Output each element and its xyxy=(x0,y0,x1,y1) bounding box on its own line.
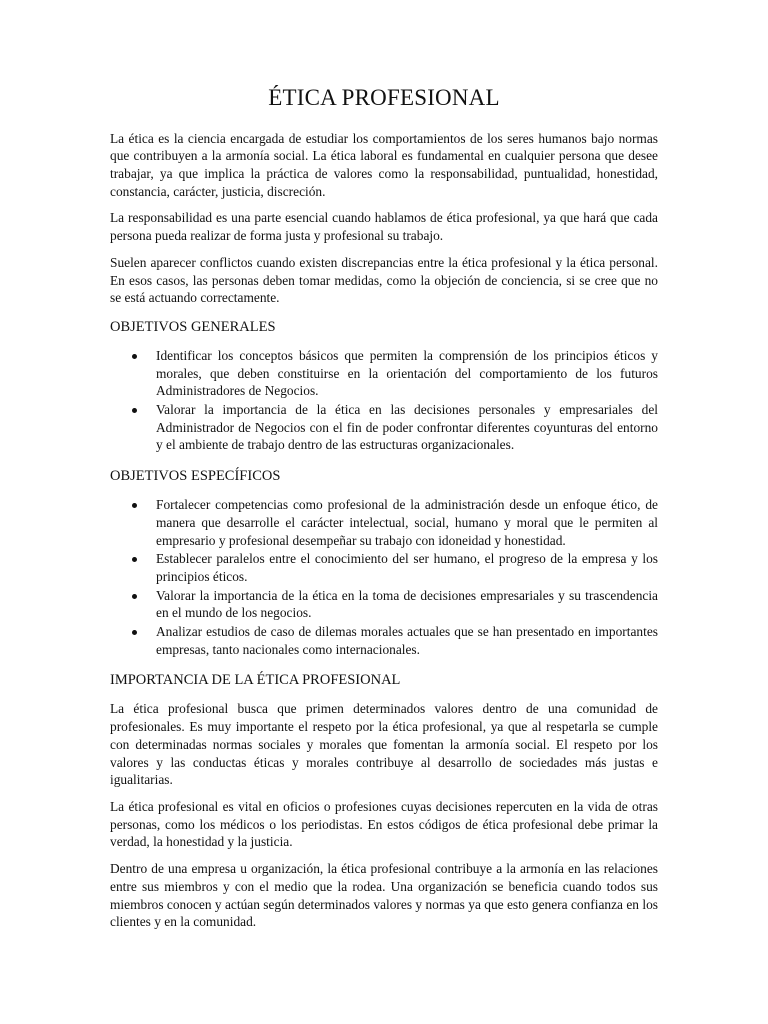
bullet-icon xyxy=(132,354,137,359)
importance-paragraph: Dentro de una empresa u organización, la ética profesional contribuye a la armonía en las relaciones entre sus miembros y con el medio que la rodea. Una organización se beneficia cuando todos sus miembros conocen y actúan según determinados valores y normas ya que esto genera confianza en los clientes y en la comunidad. xyxy=(110,861,658,930)
list-item-text: Valorar la importancia de la ética en las decisiones personales y empresariales del Administrador de Negocios con el fin de poder confrontar diferentes coyunturas del entorno y el ambiente de trabajo dentro de las estructuras organizacionales. xyxy=(156,402,658,453)
list-item-text: Identificar los conceptos básicos que permiten la comprensión de los principios éticos y morales, que deben constituirse en la orientación del comportamiento de los futuros Administradores de Negocios. xyxy=(156,347,658,399)
specific-objectives-list xyxy=(110,496,658,658)
list-item-text: Analizar estudios de caso de dilemas morales actuales que se han presentado en importantes empresas, tanto nacionales como internacionales. xyxy=(156,624,658,657)
bullet-icon xyxy=(132,557,137,562)
list-item xyxy=(110,496,658,549)
intro-paragraph: La responsabilidad es una parte esencial cuando hablamos de ética profesional, ya que hará que cada persona pueda realizar de forma justa y profesional su trabajo. xyxy=(110,210,658,244)
section-heading-general-objectives: OBJETIVOS GENERALES xyxy=(110,318,276,335)
intro-paragraph: Suelen aparecer conflictos cuando existen discrepancias entre la ética profesional y la ética personal. En esos casos, las personas deben tomar medidas, como la objeción de conciencia, si se cree que no se está actuando correctamente. xyxy=(110,254,658,306)
list-item-text: Establecer paralelos entre el conocimiento del ser humano, el progreso de la empresa y los principios éticos. xyxy=(156,551,658,584)
list-item xyxy=(110,623,658,658)
list-item-text: Valorar la importancia de la ética en la toma de decisiones empresariales y su trascendencia en el mundo de los negocios. xyxy=(156,587,658,621)
bullet-icon xyxy=(132,594,137,599)
bullet-icon xyxy=(132,503,137,508)
intro-paragraph: La ética es la ciencia encargada de estudiar los comportamientos de los seres humanos bajo normas que contribuyen a la armonía social. La ética laboral es fundamental en cualquier persona que desee trabajar, ya que implica la práctica de valores como la responsabilidad, puntualidad, honestidad, constancia, carácter, justicia, discreción. xyxy=(110,130,658,199)
list-item-text: Fortalecer competencias como profesional de la administración desde un enfoque ético, de manera que desarrolle el carácter intelectual, social, humano y moral que le permiten al empresario y profesional desempeñar su trabajo con idoneidad y honestidad. xyxy=(156,497,658,548)
list-item xyxy=(110,587,658,622)
list-item xyxy=(110,401,658,454)
importance-paragraph: La ética profesional busca que primen determinados valores dentro de una comunidad de profesionales. Es muy importante el respeto por la ética profesional, ya que al respetarla se cumple con determinadas normas sociales y morales que fomentan la armonía social. El respeto por los valores y las conductas éticas y morales contribuye al desarrollo de sociedades más justas e igualitarias. xyxy=(110,701,658,788)
list-item xyxy=(110,347,658,400)
bullet-icon xyxy=(132,630,137,635)
section-heading-specific-objectives: OBJETIVOS ESPECÍFICOS xyxy=(110,468,281,485)
document-title: ÉTICA PROFESIONAL xyxy=(268,85,500,110)
list-item xyxy=(110,550,658,585)
document-page xyxy=(110,84,658,940)
section-heading-importance: IMPORTANCIA DE LA ÉTICA PROFESIONAL xyxy=(110,672,401,689)
general-objectives-list xyxy=(110,347,658,454)
importance-paragraph: La ética profesional es vital en oficios o profesiones cuyas decisiones repercuten en la vida de otras personas, como los médicos o los periodistas. En estos códigos de ética profesional debe primar la verdad, la honestidad y la justicia. xyxy=(110,798,658,850)
bullet-icon xyxy=(132,408,137,413)
